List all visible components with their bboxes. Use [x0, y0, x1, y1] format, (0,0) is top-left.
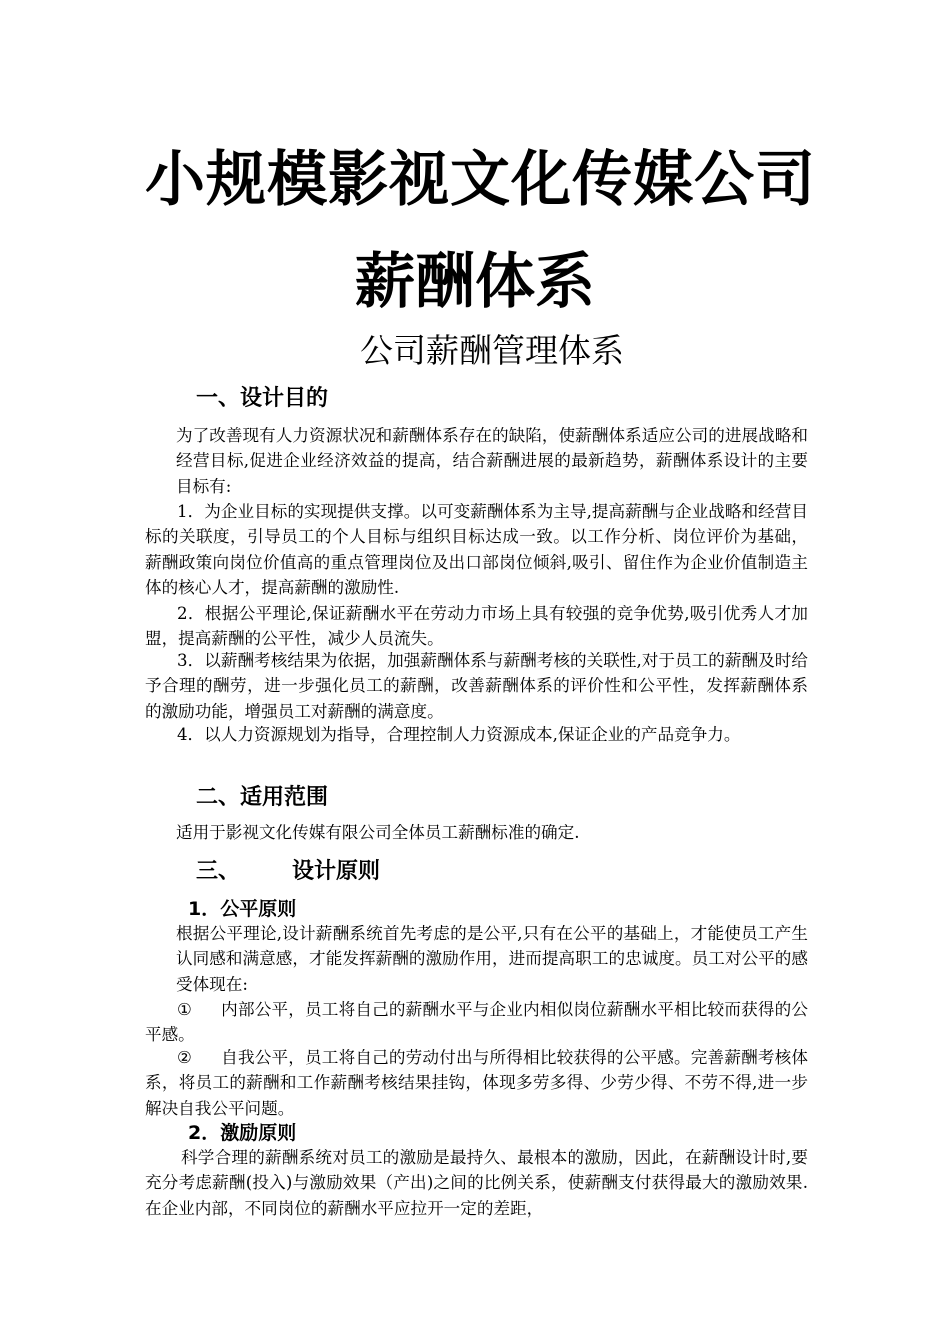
- document-title-line1: 小规模影视文化传媒公司: [145, 145, 816, 215]
- section1-item-3: 3．以薪酬考核结果为依据，加强薪酬体系与薪酬考核的关联性,对于员工的薪酬及时给予合理的酬劳，进一步强化员工的薪酬，改善薪酬体系的评价性和公平性，发挥薪酬体系的激励功能，增强员工对薪酬的满意度。: [145, 651, 808, 721]
- fairness-point-1: [145, 997, 808, 1048]
- fairness-point-2: [145, 1045, 808, 1121]
- fairness-point-1-text: 内部公平，员工将自己的薪酬水平与企业内相似岗位薪酬水平相比较而获得的公平感。: [145, 1000, 808, 1045]
- section1-item-4: 4．以人力资源规划为指导，合理控制人力资源成本,保证企业的产品竞争力。: [177, 725, 741, 744]
- section1-item-2: 2．根据公平理论,保证薪酬水平在劳动力市场上具有较强的竞争优势,吸引优秀人才加盟，提高薪酬的公平性，减少人员流失。: [145, 604, 808, 649]
- principle-incentive-text: 科学合理的薪酬系统对员工的激励是最持久、最根本的激励，因此，在薪酬设计时,要充分考虑薪酬(投入)与激励效果（产出)之间的比例关系，使薪酬支付获得最大的激励效果.在企业内部，不同岗位的薪酬水平应拉开一定的差距，: [145, 1148, 808, 1218]
- section3-heading-text: 设计原则: [292, 859, 381, 884]
- document-subtitle: 公司薪酬管理体系: [360, 331, 624, 370]
- principle-fairness-heading: 1．公平原则: [188, 898, 297, 920]
- principle-incentive-heading: 2．激励原则: [188, 1122, 297, 1144]
- section3-heading: [196, 857, 396, 887]
- section3-heading-number: 三、: [196, 859, 241, 884]
- fairness-point-1-marker: ①: [177, 1000, 192, 1019]
- fairness-point-2-text: 自我公平，员工将自己的劳动付出与所得相比较获得的公平感。完善薪酬考核体系，将员工的薪酬和工作薪酬考核结果挂钩，体现多劳多得、少劳少得、不劳不得,进一步解决自我公平问题。: [145, 1048, 808, 1118]
- principle-fairness-text: 根据公平理论,设计薪酬系统首先考虑的是公平,只有在公平的基础上，才能使员工产生认同感和满意感，才能发挥薪酬的激励作用，进而提高职工的忠诚度。员工对公平的感受体现在:: [176, 924, 808, 994]
- section1-intro: 为了改善现有人力资源状况和薪酬体系存在的缺陷，使薪酬体系适应公司的进展战略和经营目标,促进企业经济效益的提高，结合薪酬进展的最新趋势，薪酬体系设计的主要目标有:: [176, 426, 808, 496]
- section1-item-1: 1．为企业目标的实现提供支撑。以可变薪酬体系为主导,提高薪酬与企业战略和经营目标的关联度，引导员工的个人目标与组织目标达成一致。以工作分析、岗位评价为基础，薪酬政策向岗位价值高的重点管理岗位及出口部岗位倾斜,吸引、留住作为企业价值制造主体的核心人才，提高薪酬的激励性.: [145, 502, 808, 598]
- fairness-point-2-marker: ②: [177, 1048, 192, 1067]
- section2-heading: 二、适用范围: [196, 785, 329, 810]
- section1-heading: 一、设计目的: [196, 386, 329, 411]
- document-title-line2: 薪酬体系: [355, 247, 595, 317]
- section2-text: 适用于影视文化传媒有限公司全体员工薪酬标准的确定.: [176, 823, 580, 842]
